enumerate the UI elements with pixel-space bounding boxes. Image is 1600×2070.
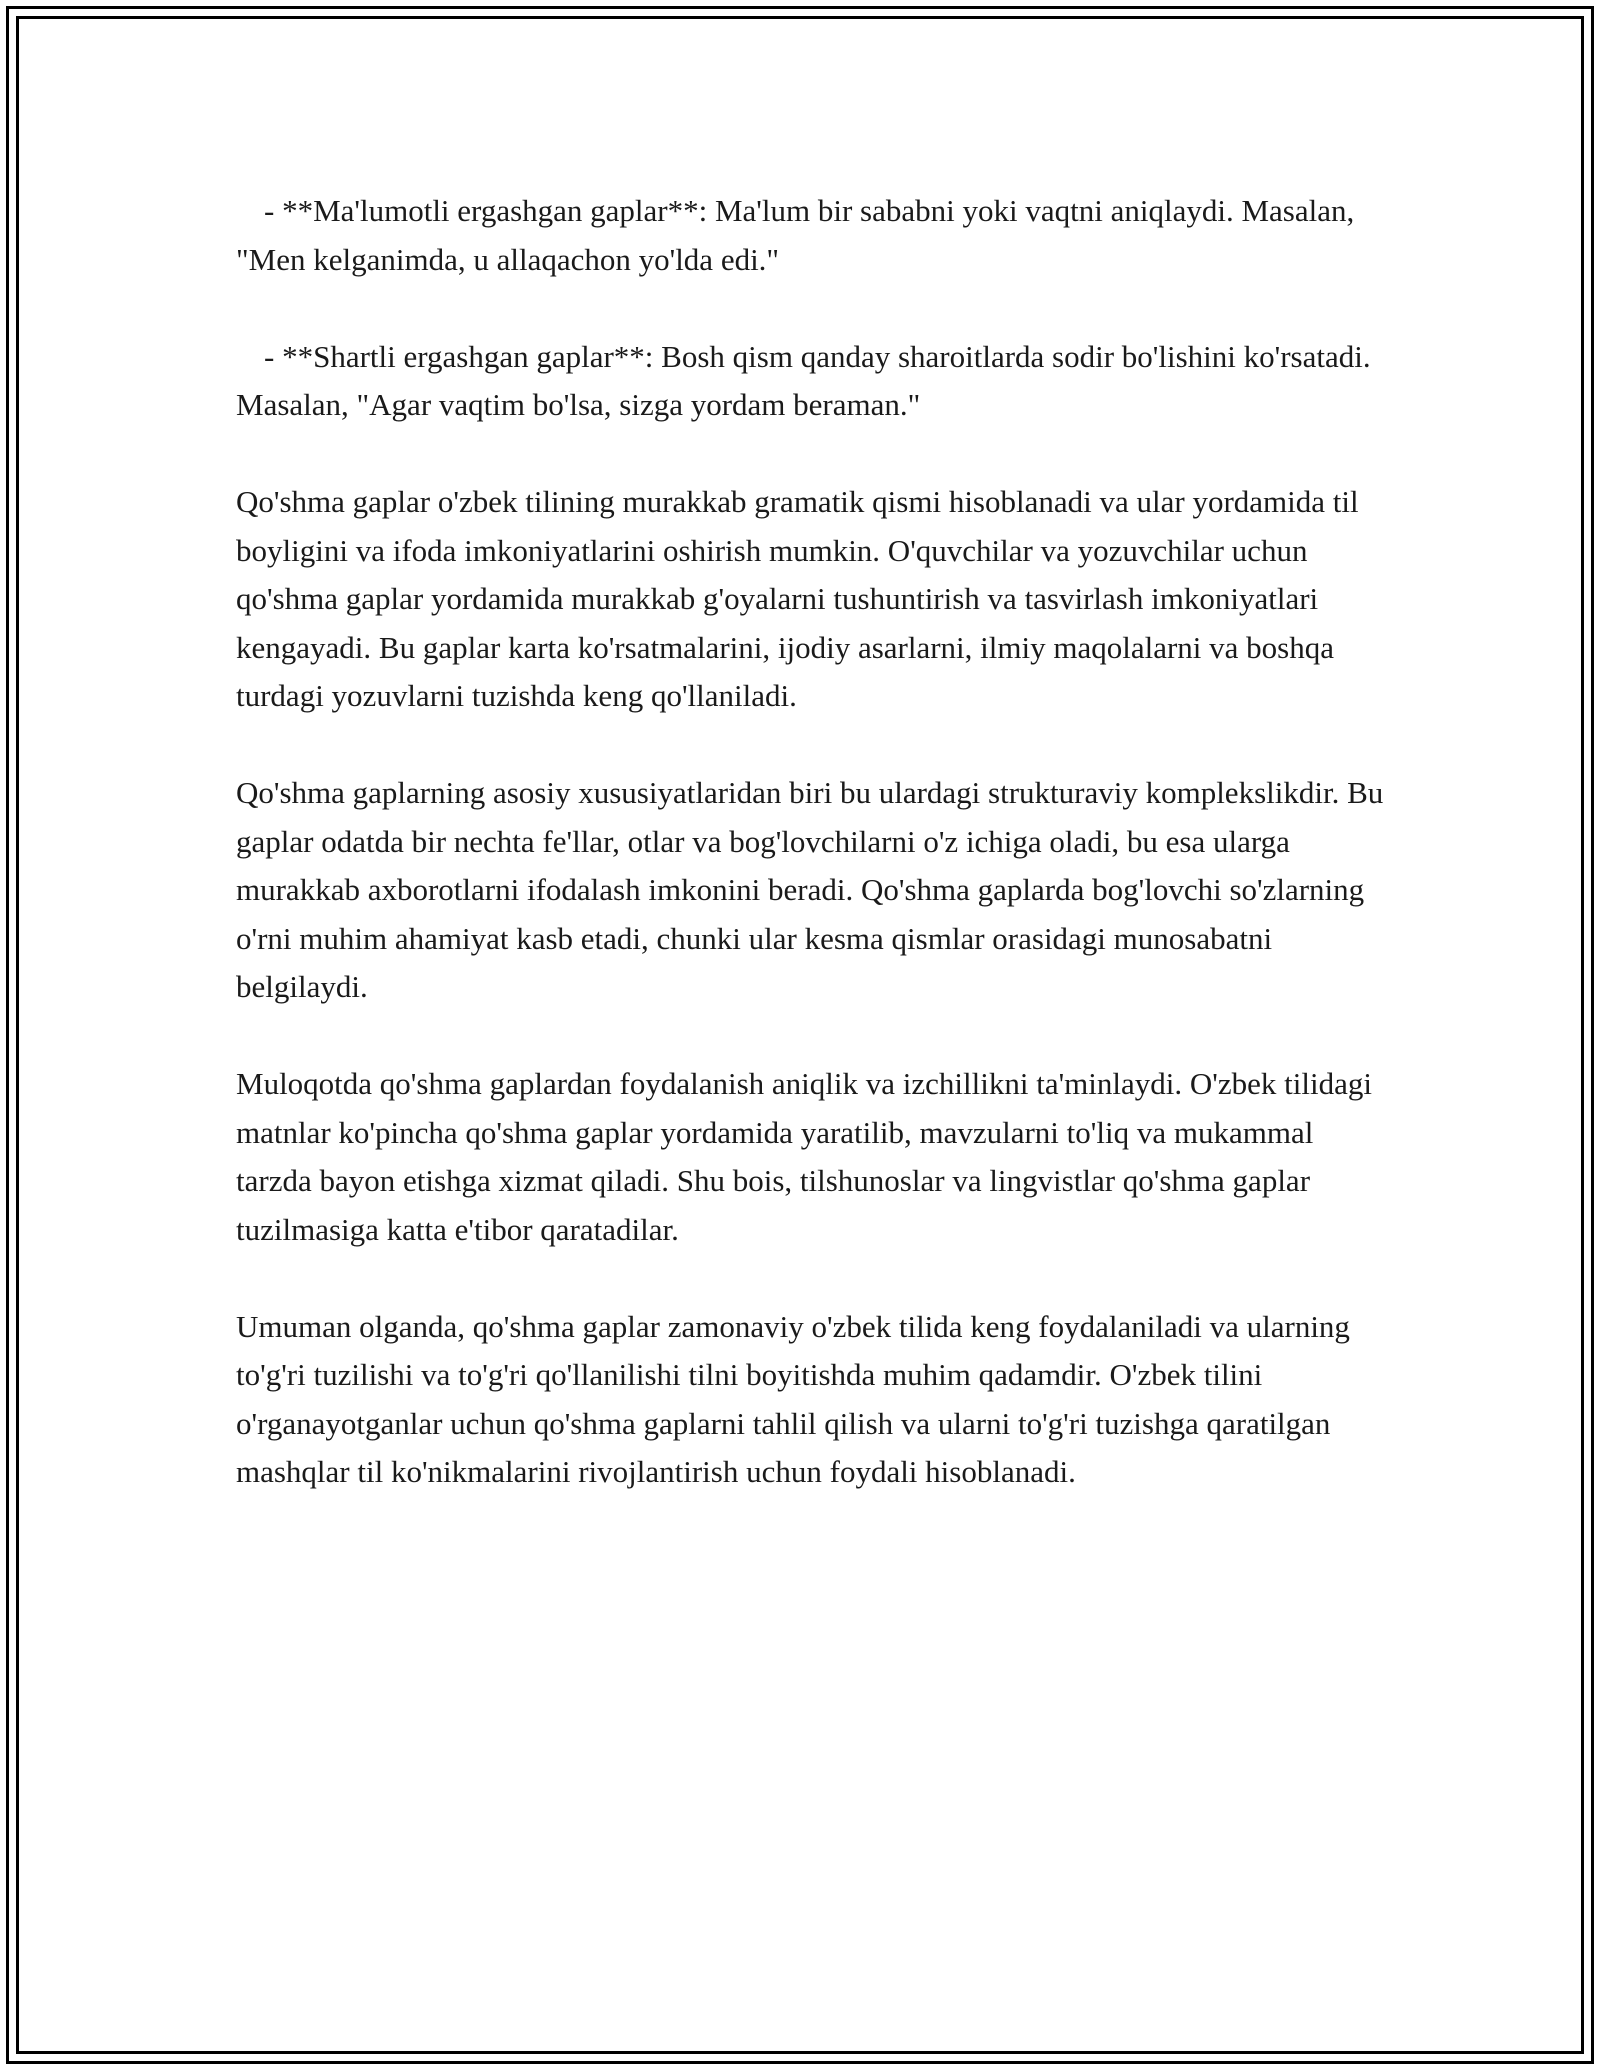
list-item-malumotli: - **Ma'lumotli ergashgan gaplar**: Ma'lum bir sababni yoki vaqtni aniqlaydi. Masalan, "Men kelganimda, u allaqachon yo'lda edi." [236,193,1355,277]
list-item-shartli: - **Shartli ergashgan gaplar**: Bosh qism qanday sharoitlarda sodir bo'lishini ko'rsatadi. Masalan, "Agar vaqtim bo'lsa, sizga yordam beraman." [236,338,1371,422]
paragraph-conclusion: Umuman olganda, qo'shma gaplar zamonaviy o'zbek tilida keng foydalaniladi va ularning to'g'ri tuzilishi va to'g'ri qo'llanilishi tilni boyitishda muhim qadamdir. O'zbek tilini o'rganayotganlar uchun qo'shma gaplarni tahlil qilish va ularni to'g'ri tuzishga qaratilgan mashqlar til ko'nikmalarini rivojlantirish uchun foydali hisoblanadi. [236,1308,1350,1489]
paragraph-intro: Qo'shma gaplar o'zbek tilining murakkab gramatik qismi hisoblanadi va ular yordamida til boyligini va ifoda imkoniyatlarini oshirish mumkin. O'quvchilar va yozuvchilar uchun qo'shma gaplar yordamida murakkab g'oyalarni tushuntirish va tasvirlash imkoniyatlari kengayadi. Bu gaplar karta ko'rsatmalarini, ijodiy asarlarni, ilmiy maqolalarni va boshqa turdagi yozuvlarni tuzishda keng qo'llaniladi. [236,484,1359,713]
paragraph-features: Qo'shma gaplarning asosiy xususiyatlaridan biri bu ulardagi strukturaviy komplekslikdir. Bu gaplar odatda bir nechta fe'llar, otlar va bog'lovchilarni o'z ichiga oladi, bu esa ularga murakkab axborotlarni ifodalash imkonini beradi. Qo'shma gaplarda bog'lovchi so'zlarning o'rni muhim ahamiyat kasb etadi, chunki ular kesma qismlar orasidagi munosabatni belgilaydi. [236,775,1384,1004]
paragraph-communication: Muloqotda qo'shma gaplardan foydalanish aniqlik va izchillikni ta'minlaydi. O'zbek tilidagi matnlar ko'pincha qo'shma gaplar yordamida yaratilib, mavzularni to'liq va mukammal tarzda bayon etishga xizmat qiladi. Shu bois, tilshunoslar va lingvistlar qo'shma gaplar tuzilmasiga katta e'tibor qaratadilar. [236,1066,1372,1247]
document-body [236,187,1386,1545]
